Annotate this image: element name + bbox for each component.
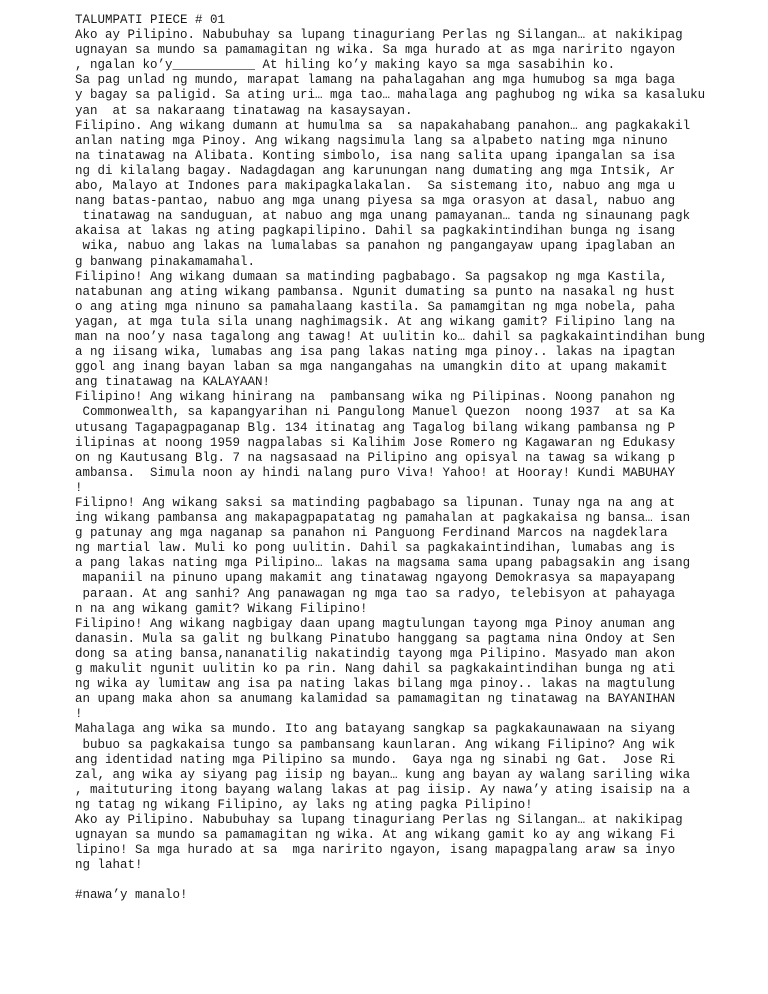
blank-line (75, 873, 715, 888)
text-line: y bagay sa paligid. Sa ating uri… mga tao… mahalaga ang paghubog ng wika sa kasaluku (75, 88, 706, 103)
text-line: ng wika ay lumitaw ang isa pa nating lakas bilang mga pinoy.. lakas na magtulung (75, 677, 676, 692)
text-line: anlan nating mga Pinoy. Ang wikang nagsimula lang sa alpabeto nating mga ninuno (75, 133, 668, 148)
text-line: ambansa. Simula noon ay hindi nalang puro Viva! Yahoo! at Hooray! Kundi MABUHAY (75, 465, 676, 480)
text-line: dong sa ating bansa,nananatilig nakatindig tayong mga Pilipino. Masyado man akon (75, 646, 676, 661)
text-line: Sa pag unlad ng mundo, marapat lamang na pahalagahan ang mga humubog sa mga baga (75, 73, 676, 88)
text-line: akaisa at lakas ng ating pagkapilipino. Dahil sa pagkakintindihan bunga ng isang (75, 224, 676, 239)
document-body (75, 13, 715, 904)
text-line: Ako ay Pilipino. Nabubuhay sa lupang tinaguriang Perlas ng Silangan… at nakikipag (75, 28, 683, 43)
text-line: ggol ang inang bayan laban sa mga nangangahas na umangkin dito at upang makamit (75, 360, 668, 375)
text-line: on ng Kautusang Blg. 7 na nagsasaad na Pilipino ang opisyal na tawag sa wikang p (75, 450, 676, 465)
text-line: a ng iisang wika, lumabas ang isa pang lakas nating mga pinoy.. lakas na ipagtan (75, 345, 676, 360)
text-line: ! (75, 480, 83, 495)
text-line: n na ang wikang gamit? Wikang Filipino! (75, 601, 368, 616)
text-line: paraan. At ang sanhi? Ang panawagan ng mga tao sa radyo, telebisyon at pahayaga (75, 586, 676, 601)
text-line: lipino! Sa mga hurado at sa mga naririto ngayon, isang mapagpalang araw sa inyo (75, 843, 676, 858)
text-line: ng di kilalang bagay. Nadagdagan ang karunungan nang dumating ang mga Intsik, Ar (75, 163, 676, 178)
text-line: an upang maka ahon sa anumang kalamidad sa pamamagitan ng tinatawag na BAYANIHAN (75, 692, 676, 707)
text-line: ang tinatawag na KALAYAAN! (75, 375, 271, 390)
text-line: Ako ay Pilipino. Nabubuhay sa lupang tinaguriang Perlas ng Silangan… at nakikipag (75, 812, 683, 827)
text-line: Filipino! Ang wikang hinirang na pambansang wika ng Pilipinas. Noong panahon ng (75, 390, 676, 405)
text-line: o ang ating mga ninuno sa pamahalaang kastila. Sa pamamgitan ng mga nobela, paha (75, 299, 676, 314)
text-line: zal, ang wika ay siyang pag iisip ng bayan… kung ang bayan ay walang sariling wika (75, 767, 691, 782)
text-line: Filipno! Ang wikang saksi sa matinding pagbabago sa lipunan. Tunay nga na ang at (75, 496, 676, 510)
text-line: mapaniil na pinuno upang makamit ang tinatawag ngayong Demokrasya sa mapayapang (75, 571, 676, 586)
closing-hashtag: #nawa’y manalo! (75, 888, 188, 903)
text-line: Commonwealth, sa kapangyarihan ni Pangulong Manuel Quezon noong 1937 at sa Ka (75, 405, 676, 420)
text-line: ang identidad nating mga Pilipino sa mundo. Gaya nga ng sinabi ng Gat. Jose Ri (75, 752, 676, 767)
text-line: a pang lakas nating mga Pilipino… lakas na magsama sama upang pabagsakin ang isang (75, 556, 691, 571)
text-line: tinatawag na sanduguan, at nabuo ang mga unang pamayanan… tanda ng sinaunang pagk (75, 209, 691, 224)
text-line: g patunay ang mga naganap sa panahon ni Panguong Ferdinand Marcos na nagdeklara (75, 526, 668, 541)
text-line: utusang Tagapagpaganap Blg. 134 itinatag ang Tagalog bilang wikang pambansa ng P (75, 420, 676, 435)
text-line: natabunan ang ating wikang pambansa. Ngunit dumating sa punto na nasakal ng hust (75, 284, 676, 299)
text-line: ilipinas at noong 1959 nagpalabas si Kalihim Jose Romero ng Kagawaran ng Edukasy (75, 435, 676, 450)
text-line: Filipino! Ang wikang nagbigay daan upang magtulungan tayong mga Pinoy anuman ang (75, 616, 676, 631)
text-line: Filipino. Ang wikang dumann at humulma sa sa napakahabang panahon… ang pagkakakil (75, 118, 691, 133)
text-line: yan at sa nakaraang tinatawag na kasaysayan. (75, 103, 413, 118)
text-line: Mahalaga ang wika sa mundo. Ito ang batayang sangkap sa pagkakaunawaan na siyang (75, 722, 676, 737)
text-line: nang batas-pantao, nabuo ang mga unang piyesa sa mga orasyon at dasal, nabuo ang (75, 194, 676, 209)
text-line: g banwang pinakamamahal. (75, 254, 256, 269)
text-line: abo, Malayo at Indones para makipagkalakalan. Sa sistemang ito, nabuo ang mga u (75, 179, 676, 194)
text-line: na tinatawag na Alibata. Konting simbolo, isa nang salita upang ipangalan sa isa (75, 148, 676, 163)
text-line: ng tatag ng wikang Filipino, ay laks ng ating pagka Pilipino! (75, 797, 533, 812)
text-line: , ngalan ko’y___________ At hiling ko’y making kayo sa mga sasabihin ko. (75, 58, 616, 73)
text-line: , maituturing itong bayang walang lakas at pag iisip. Ay nawa’y ating isaisip na a (75, 782, 691, 797)
text-line: g makulit ngunit uulitin ko pa rin. Nang dahil sa pagkakaintindihan bunga ng ati (75, 662, 676, 677)
text-line: ing wikang pambansa ang makapagpapatatag ng pamahalan at pagkakaisa ng bansa… isan (75, 511, 691, 526)
text-line: ugnayan sa mundo sa pamamagitan ng wika. Sa mga hurado at as mga naririto ngayon (75, 43, 676, 58)
text-line: wika, nabuo ang lakas na lumalabas sa panahon ng pangangayaw upang ipaglaban an (75, 239, 676, 254)
text-line: man na noo’y nasa tagalong ang tawag! At uulitin ko… dahil sa pagkakaintindihan bung (75, 329, 706, 344)
text-line: ng lahat! (75, 858, 143, 873)
text-line: bubuo sa pagkakaisa tungo sa pambansang kaunlaran. Ang wikang Filipino? Ang wik (75, 737, 676, 752)
text-line: Filipino! Ang wikang dumaan sa matinding pagbabago. Sa pagsakop ng mga Kastila, (75, 269, 668, 284)
text-line: ! (75, 707, 83, 722)
document-title: TALUMPATI PIECE # 01 (75, 13, 226, 27)
text-line: ugnayan sa mundo sa pamamagitan ng wika. At ang wikang gamit ko ay ang wikang Fi (75, 828, 676, 843)
text-line: ng martial law. Muli ko pong uulitin. Dahil sa pagkakaintindihan, lumabas ang is (75, 541, 676, 556)
text-line: danasin. Mula sa galit ng bulkang Pinatubo hanggang sa pagtama nina Ondoy at Sen (75, 631, 676, 646)
text-line: yagan, at mga tula sila unang naghimagsik. At ang wikang gamit? Filipino lang na (75, 314, 676, 329)
